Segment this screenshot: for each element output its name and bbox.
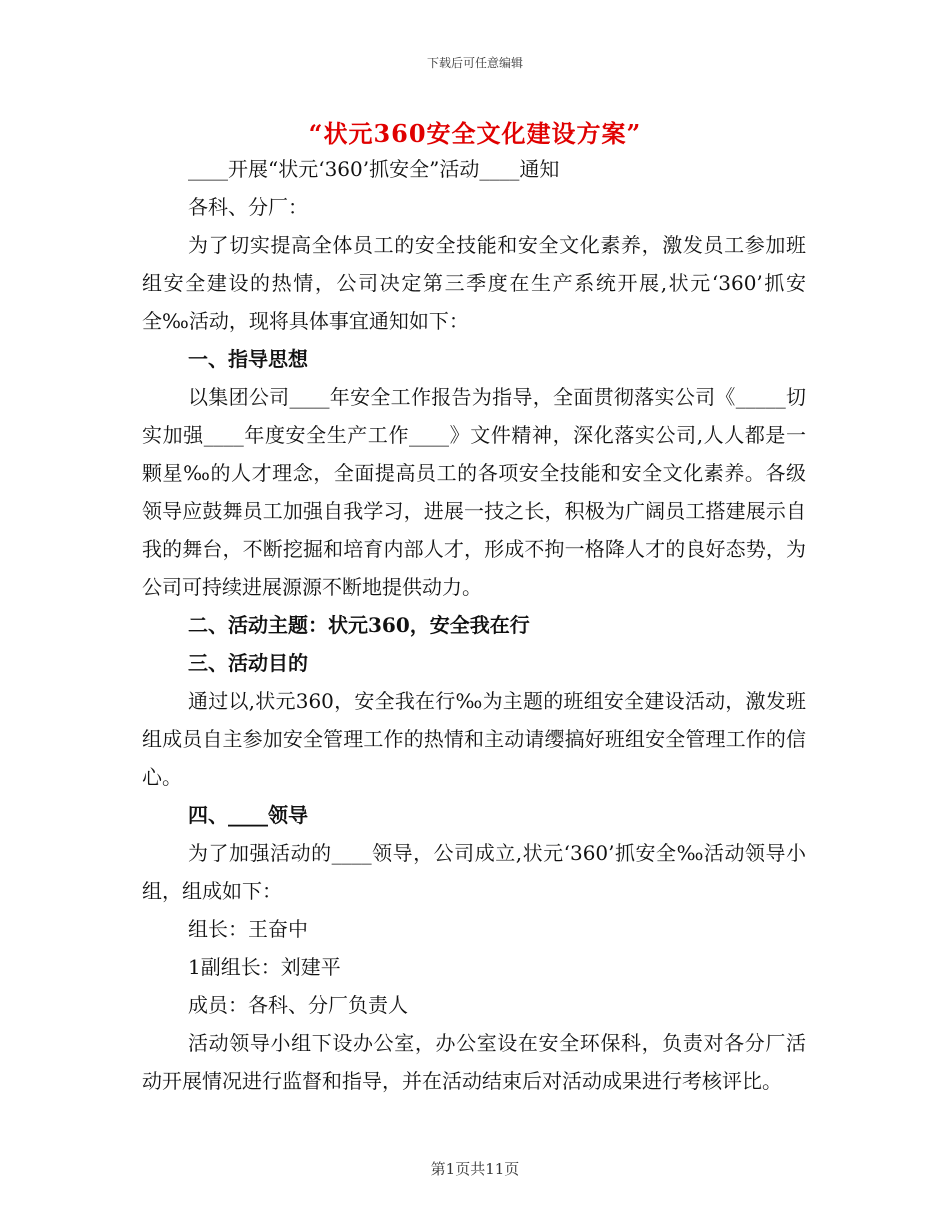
page-header: 下载后可任意编辑 <box>426 56 523 70</box>
page-number: 第1页共11页 <box>430 1160 520 1178</box>
section-heading-activity-theme: 二、活动主题：状元360，安全我在行 <box>188 613 530 637</box>
salutation: 各科、分厂： <box>188 195 308 219</box>
section-heading-guiding-thought: 一、指导思想 <box>188 347 308 371</box>
activity-purpose-paragraph: 通过以,状元360，安全我在行‰为主题的班组安全建设活动，激发班组成员自主参加安全管理工作的热情和主动请缨搞好班组安全管理工作的信心。 <box>142 689 806 789</box>
section-heading-leadership: 四、____领导 <box>188 803 308 827</box>
guiding-thought-paragraph: 以集团公司____年安全工作报告为指导，全面贯彻落实公司《_____切实加强____年度安全生产工作____》文件精神，深化落实公司,人人都是一颗星‰的人才理念，全面提高员工的各项安全技能和安全文化素养。各级领导应鼓舞员工加强自我学习，进展一技之长，积极为广阔员工搭建展示自我的舞台，不断挖掘和培育内部人才，形成不拘一格降人才的良好态势，为公司可持续进展源源不断地提供动力。 <box>142 385 806 599</box>
notice-heading-line: ____开展“状元‘360’抓安全”活动____通知 <box>188 157 560 181</box>
document-body <box>142 150 806 1100</box>
document-title: “状元360安全文化建设方案” <box>308 119 642 148</box>
deputy-leader-line: 1副组长：刘建平 <box>188 955 341 979</box>
office-paragraph: 活动领导小组下设办公室，办公室设在安全环保科，负责对各分厂活动开展情况进行监督和指导，并在活动结束后对活动成果进行考核评比。 <box>142 1031 806 1093</box>
leadership-paragraph: 为了加强活动的____领导，公司成立,状元‘360’抓安全‰活动领导小组，组成如下： <box>142 841 806 903</box>
members-line: 成员：各科、分厂负责人 <box>188 993 408 1017</box>
intro-paragraph: 为了切实提高全体员工的安全技能和安全文化素养，激发员工参加班组安全建设的热情，公司决定第三季度在生产系统开展,状元‘360’抓安全‰活动，现将具体事宜通知如下： <box>142 233 806 333</box>
group-leader-line: 组长：王奋中 <box>188 917 308 941</box>
section-heading-activity-purpose: 三、活动目的 <box>188 651 308 675</box>
